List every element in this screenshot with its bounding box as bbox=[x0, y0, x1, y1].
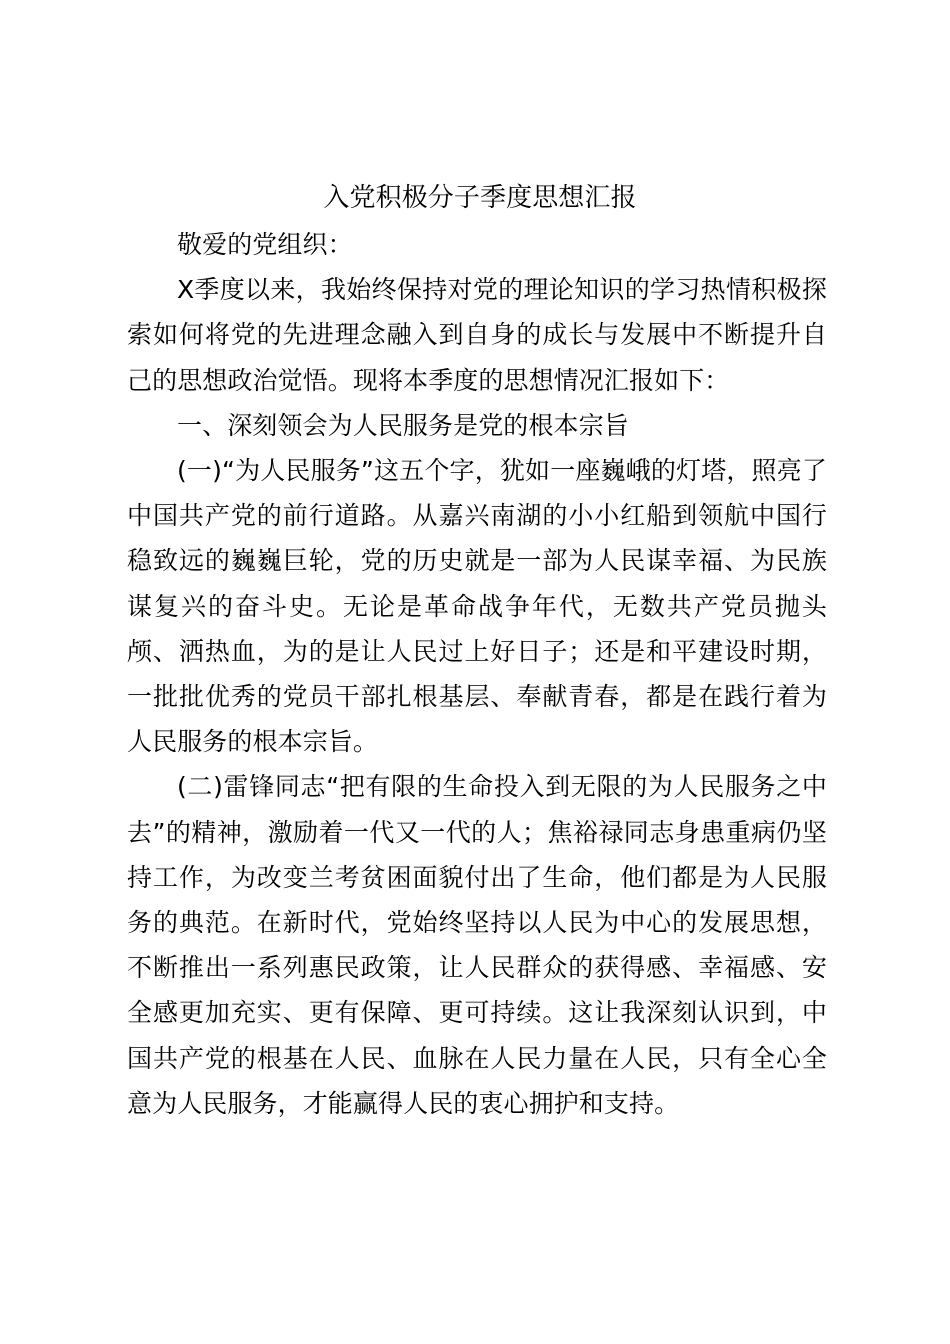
paragraph-one: (一)“为人民服务”这五个字，犹如一座巍峨的灯塔，照亮了中国共产党的前行道路。从嘉兴南湖的小小红船到领航中国行稳致远的巍巍巨轮，党的历史就是一部为人民谋幸福、为民族谋复兴的奋斗史。无论是革命战争年代，无数共产党员抛头颅、洒热血，为的是让人民过上好日子；还是和平建设时期，一批批优秀的党员干部扎根基层、奉献青春，都是在践行着为人民服务的根本宗旨。 bbox=[127, 456, 827, 757]
document-body bbox=[127, 174, 827, 1126]
section-heading: 一、深刻领会为人民服务是党的根本宗旨 bbox=[177, 410, 629, 440]
salutation: 敬爱的党组织： bbox=[177, 230, 353, 259]
document-title: 入党积极分子季度思想汇报 bbox=[323, 183, 637, 213]
paragraph-two: (二)雷锋同志“把有限的生命投入到无限的为人民服务之中去”的精神，激励着一代又一代的人；焦裕禄同志身患重病仍坚持工作，为改变兰考贫困面貌付出了生命，他们都是为人民服务的典范。在新时代，党始终坚持以人民为中心的发展思想，不断推出一系列惠民政策，让人民群众的获得感、幸福感、安全感更加充实、更有保障、更可持续。这让我深刻认识到，中国共产党的根基在人民、血脉在人民力量在人民，只有全心全意为人民服务，才能赢得人民的衷心拥护和支持。 bbox=[127, 772, 827, 1118]
paragraph-intro: X季度以来，我始终保持对党的理论知识的学习热情积极探索如何将党的先进理念融入到自身的成长与发展中不断提升自己的思想政治觉悟。现将本季度的思想情况汇报如下： bbox=[127, 275, 827, 395]
